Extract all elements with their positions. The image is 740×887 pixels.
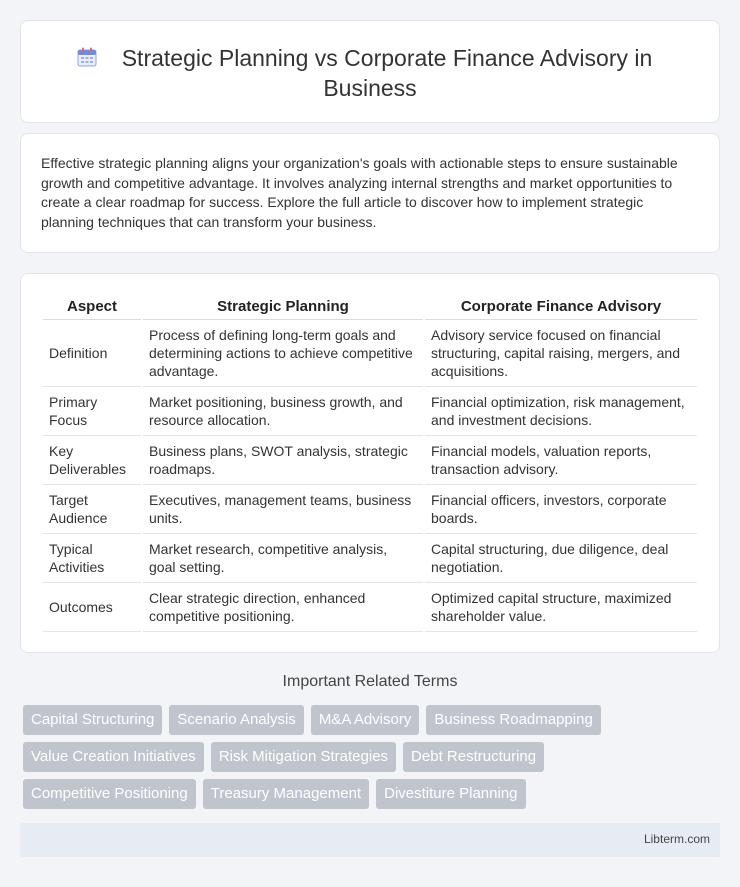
- cell-aspect: Primary Focus: [43, 387, 141, 436]
- cell-corporate-finance: Optimized capital structure, maximized shareholder value.: [425, 583, 697, 632]
- tag-capital-structuring[interactable]: Capital Structuring: [23, 705, 162, 735]
- cell-corporate-finance: Capital structuring, due diligence, deal negotiation.: [425, 534, 697, 583]
- header-strategic-planning: Strategic Planning: [143, 296, 423, 320]
- related-terms-list: [23, 705, 723, 816]
- header-corporate-finance-advisory: Corporate Finance Advisory: [425, 296, 697, 320]
- tag-competitive-positioning[interactable]: Competitive Positioning: [23, 779, 196, 809]
- tag-value-creation-initiatives[interactable]: Value Creation Initiatives: [23, 742, 204, 772]
- cell-strategic-planning: Market positioning, business growth, and resource allocation.: [143, 387, 423, 436]
- cell-strategic-planning: Executives, management teams, business units.: [143, 485, 423, 534]
- cell-corporate-finance: Financial models, valuation reports, transaction advisory.: [425, 436, 697, 485]
- tag-treasury-management[interactable]: Treasury Management: [203, 779, 369, 809]
- cell-strategic-planning: Process of defining long-term goals and determining actions to achieve competitive advantage.: [143, 320, 423, 387]
- cell-aspect: Outcomes: [43, 583, 141, 632]
- cell-strategic-planning: Market research, competitive analysis, goal setting.: [143, 534, 423, 583]
- comparison-table: [41, 296, 699, 632]
- footer-site-link[interactable]: Libterm.com: [643, 832, 710, 846]
- footer: [20, 823, 720, 857]
- cell-strategic-planning: Clear strategic direction, enhanced competitive positioning.: [143, 583, 423, 632]
- cell-strategic-planning: Business plans, SWOT analysis, strategic roadmaps.: [143, 436, 423, 485]
- table-header-row: [43, 296, 697, 320]
- tag-divestiture-planning[interactable]: Divestiture Planning: [376, 779, 525, 809]
- page-title-line-2: Business: [323, 75, 417, 101]
- comparison-card: [20, 273, 720, 653]
- cell-aspect: Typical Activities: [43, 534, 141, 583]
- tag-debt-restructuring[interactable]: Debt Restructuring: [403, 742, 544, 772]
- header-card: [20, 20, 720, 123]
- tag-scenario-analysis[interactable]: Scenario Analysis: [169, 705, 303, 735]
- table-row: [43, 320, 697, 387]
- cell-aspect: Key Deliverables: [43, 436, 141, 485]
- cell-aspect: Definition: [43, 320, 141, 387]
- tag-business-roadmapping[interactable]: Business Roadmapping: [426, 705, 600, 735]
- table-row: [43, 387, 697, 436]
- page-title: [21, 43, 719, 103]
- cell-aspect: Target Audience: [43, 485, 141, 534]
- table-row: [43, 583, 697, 632]
- tag-row: [23, 705, 723, 735]
- cell-corporate-finance: Financial officers, investors, corporate boards.: [425, 485, 697, 534]
- intro-text: Effective strategic planning aligns your organization's goals with actionable steps to ensure sustainable growth and competitive advantage. It involves analyzing internal strengths and market opportunities to create a clear roadmap for success. Explore the full article to discover how to implement strategic planning techniques that can transform your business.: [41, 155, 678, 230]
- table-row: [43, 485, 697, 534]
- cell-corporate-finance: Financial optimization, risk management, and investment decisions.: [425, 387, 697, 436]
- table-row: [43, 436, 697, 485]
- page-title-line-1: Strategic Planning vs Corporate Finance Advisory in: [121, 45, 653, 71]
- related-terms-title: Important Related Terms: [282, 673, 458, 690]
- intro-card: [20, 133, 720, 253]
- table-row: [43, 534, 697, 583]
- tag-row: [23, 742, 723, 772]
- tag-ma-advisory[interactable]: M&A Advisory: [311, 705, 420, 735]
- cell-corporate-finance: Advisory service focused on financial structuring, capital raising, mergers, and acquisitions.: [425, 320, 697, 387]
- tag-risk-mitigation-strategies[interactable]: Risk Mitigation Strategies: [211, 742, 396, 772]
- header-aspect: Aspect: [43, 296, 141, 320]
- tag-row: [23, 779, 723, 809]
